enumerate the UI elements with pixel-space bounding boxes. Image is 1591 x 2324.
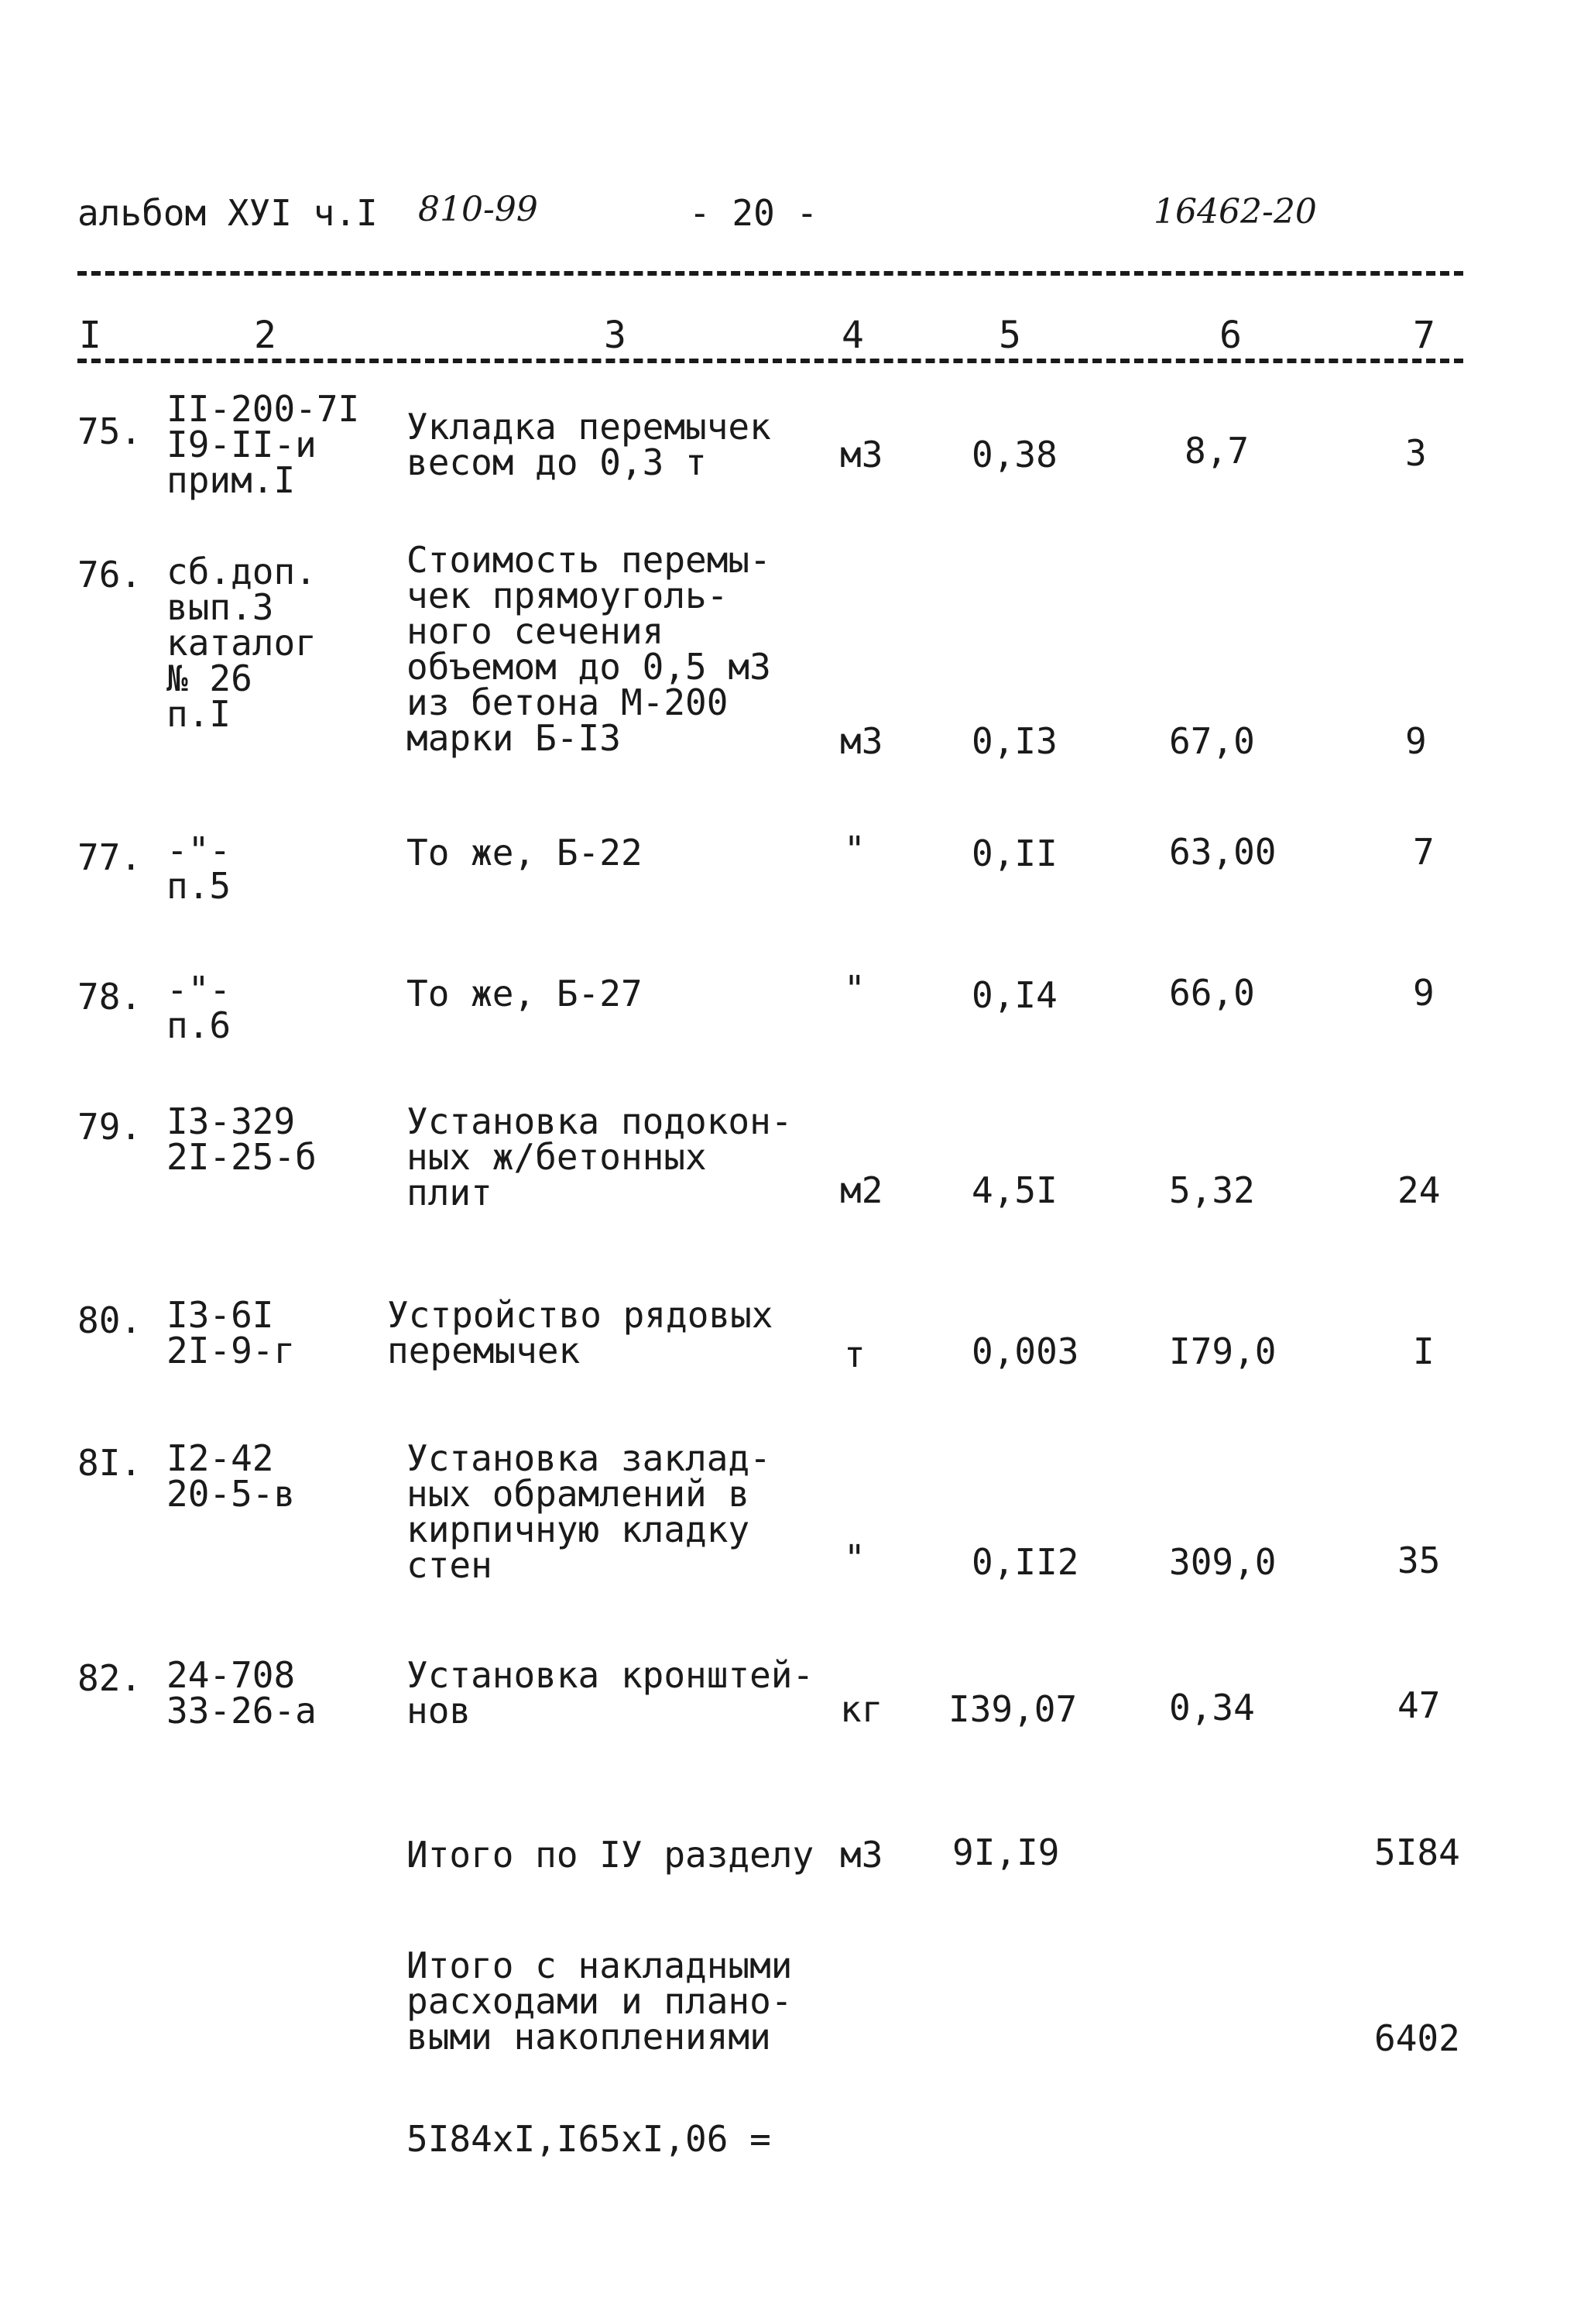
document-code: 16462-20 [1154,192,1317,232]
row-quantity: I39,07 [948,1688,1078,1730]
row-cost: 35 [1397,1540,1441,1581]
column-header-4: 4 [842,314,864,357]
section-total-label: Итого по IУ разделу [406,1834,814,1876]
row-reference: сб.доп. вып.3 каталог № 26 п.I [166,551,317,735]
row-number: 8I. [77,1442,142,1484]
row-unit: т [844,1334,866,1375]
section-total-unit: м3 [840,1834,883,1876]
row-description: Стоимость перемы- чек прямоуголь- ного сечения объемом до 0,5 м3 из бетона М-200 марки Б-I3 [406,539,771,759]
row-description: Устройство рядовых перемычек [387,1294,773,1371]
row-quantity: 0,II [972,832,1058,874]
row-description: Установка подокон- ных ж/бетонных плит [406,1100,793,1213]
row-description: Установка кронштей- нов [406,1654,814,1732]
row-unit: м3 [840,720,883,762]
row-number: 78. [77,976,142,1018]
page-number: - 20 - [689,192,818,234]
row-quantity: 0,38 [972,434,1058,475]
row-unit: м2 [840,1169,883,1211]
row-reference: 24-708 33-26-а [166,1654,317,1732]
series-number: 810-99 [418,190,538,229]
row-unit-price: 63,00 [1169,831,1277,873]
row-reference: I2-42 20-5-в [166,1437,296,1515]
row-unit-price: I79,0 [1169,1330,1277,1372]
album-label: альбом XУI ч.I [77,192,378,234]
row-reference: -"- п.5 [166,829,231,907]
overhead-total-label: Итого с накладными расходами и плано- выми накоплениями [406,1945,793,2058]
row-quantity: 0,003 [972,1330,1079,1372]
row-quantity: 0,I4 [972,974,1058,1016]
row-cost: 3 [1405,432,1427,474]
row-description: Укладка перемычек весом до 0,3 т [406,406,771,483]
row-cost: 9 [1405,720,1427,762]
row-number: 82. [77,1657,142,1699]
top-dashed-rule [77,271,1463,276]
section-total-cost: 5I84 [1374,1831,1460,1873]
column-header-2: 2 [254,314,276,357]
row-unit: " [844,968,866,1010]
row-cost: 9 [1413,972,1435,1014]
row-unit-price: 0,34 [1169,1687,1255,1728]
row-unit: м3 [840,434,883,475]
column-header-5: 5 [999,314,1021,357]
column-header-1: I [79,314,101,357]
overhead-total-cost: 6402 [1374,2017,1460,2059]
row-number: 79. [77,1106,142,1148]
header-dashed-rule [77,359,1463,363]
row-number: 75. [77,410,142,452]
row-number: 77. [77,836,142,878]
row-cost: 47 [1397,1684,1441,1726]
row-unit-price: 8,7 [1185,430,1250,472]
row-cost: 24 [1397,1169,1441,1211]
row-quantity: 0,II2 [972,1541,1079,1583]
row-number: 80. [77,1299,142,1341]
row-reference: -"- п.6 [166,969,231,1046]
column-header-3: 3 [604,314,626,357]
calculation-formula: 5I84хI,I65хI,06 = [406,2118,771,2160]
row-cost: 7 [1413,831,1435,873]
row-unit: кг [840,1688,883,1730]
row-reference: I3-6I 2I-9-г [166,1294,296,1371]
row-reference: I3-329 2I-25-б [166,1100,317,1178]
section-total-quantity: 9I,I9 [952,1831,1060,1873]
row-unit-price: 5,32 [1169,1169,1255,1211]
column-header-6: 6 [1219,314,1242,357]
row-unit-price: 309,0 [1169,1541,1277,1583]
row-description: То же, Б-27 [406,973,643,1014]
row-unit: " [844,1537,866,1579]
row-quantity: 4,5I [972,1169,1058,1211]
column-header-7: 7 [1413,314,1435,357]
row-cost: I [1413,1330,1435,1372]
row-unit-price: 67,0 [1169,720,1255,762]
row-number: 76. [77,554,142,596]
row-description: То же, Б-22 [406,832,643,874]
row-quantity: 0,I3 [972,720,1058,762]
row-description: Установка заклад- ных обрамлений в кирпичную кладку стен [406,1437,771,1586]
row-unit-price: 66,0 [1169,972,1255,1014]
row-reference: II-200-7I I9-II-и прим.I [166,388,360,501]
row-unit: " [844,829,866,870]
